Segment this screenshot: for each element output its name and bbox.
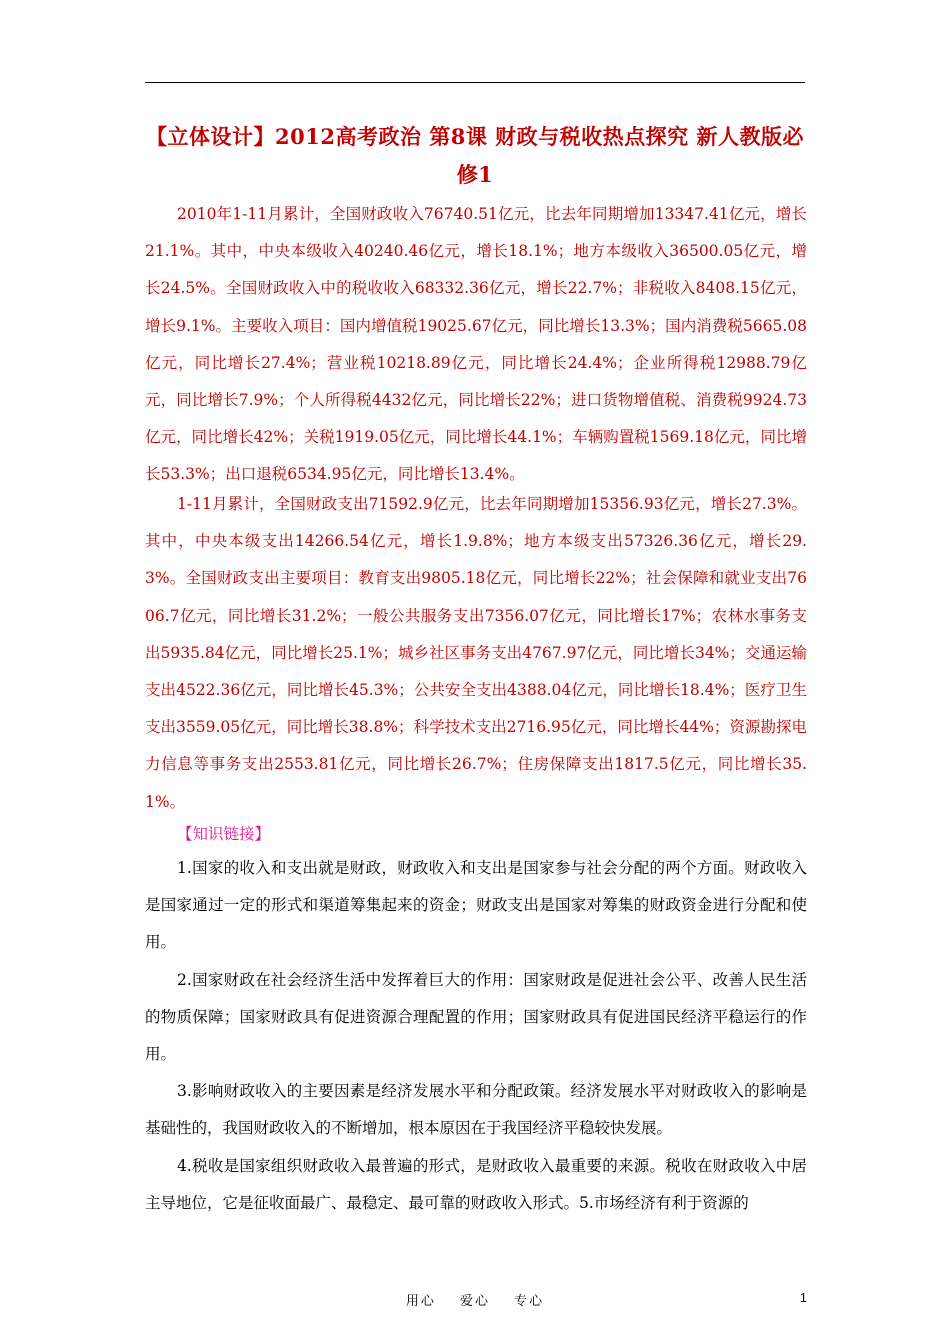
header-rule — [145, 82, 805, 83]
document-title: 【立体设计】2012高考政治 第8课 财政与税收热点探究 新人教版必修1 — [146, 124, 804, 187]
knowledge-point-4: 4.税收是国家组织财政收入最普遍的形式，是财政收入最重要的来源。税收在财政收入中居主导地位，它是征收面最广、最稳定、最可靠的财政收入形式。5.市场经济有利于资源的 — [145, 1156, 807, 1212]
page-number: 1 — [799, 1290, 807, 1305]
expenditure-section — [145, 486, 807, 821]
income-paragraph: 2010年1-11月累计，全国财政收入76740.51亿元，比去年同期增加13347.41亿元，增长21.1%。其中，中央本级收入40240.46亿元，增长18.1%；地方本级收入36500.05亿元，增长24.5%。全国财政收入中的税收收入68332.36亿元，增长22.7%；非税收入8408.15亿元，增长9.1%。主要收入项目：国内增值税19025.67亿元，同比增长13.3%；国内消费税5665.08亿元，同比增长27.4%；营业税10218.89亿元，同比增长24.4%；企业所得税12988.79亿元，同比增长7.9%；个人所得税4432亿元，同比增长22%；进口货物增值税、消费税9924.73亿元，同比增长42%；关税1919.05亿元，同比增长44.1%；车辆购置税1569.18亿元，同比增长53.3%；出口退税6534.95亿元，同比增长13.4%。 — [145, 205, 807, 484]
knowledge-point-3: 3.影响财政收入的主要因素是经济发展水平和分配政策。经济发展水平对财政收入的影响是基础性的，我国财政收入的不断增加，根本原因在于我国经济平稳较快发展。 — [145, 1082, 807, 1138]
knowledge-link-heading: 【知识链接】 — [177, 825, 271, 843]
expenditure-paragraph: 1-11月累计，全国财政支出71592.9亿元，比去年同期增加15356.93亿元，增长27.3%。其中，中央本级支出14266.54亿元，增长1.9.8%；地方本级支出57326.36亿元，增长29.3%。全国财政支出主要项目：教育支出9805.18亿元，同比增长22%；社会保障和就业支出7606.7亿元，同比增长31.2%；一般公共服务支出7356.07亿元，同比增长17%；农林水事务支出5935.84亿元，同比增长25.1%；城乡社区事务支出4767.97亿元，同比增长34%；交通运输支出4522.36亿元，同比增长45.3%；公共安全支出4388.04亿元，同比增长18.4%；医疗卫生支出3559.05亿元，同比增长38.8%；科学技术支出2716.95亿元，同比增长44%；资源勘探电力信息等事务支出2553.81亿元，同比增长26.7%；住房保障支出1817.5亿元，同比增长35.1%。 — [145, 495, 807, 811]
knowledge-point-1: 1.国家的收入和支出就是财政，财政收入和支出是国家参与社会分配的两个方面。财政收入是国家通过一定的形式和渠道筹集起来的资金；财政支出是国家对筹集的财政资金进行分配和使用。 — [145, 859, 807, 952]
income-section — [145, 196, 807, 494]
knowledge-point-2: 2.国家财政在社会经济生活中发挥着巨大的作用：国家财政是促进社会公平、改善人民生活的物质保障；国家财政具有促进资源合理配置的作用；国家财政具有促进国民经济平稳运行的作用。 — [145, 970, 807, 1064]
knowledge-section — [145, 818, 807, 1222]
footer-motto: 用心 爱心 专心 — [405, 1294, 545, 1309]
